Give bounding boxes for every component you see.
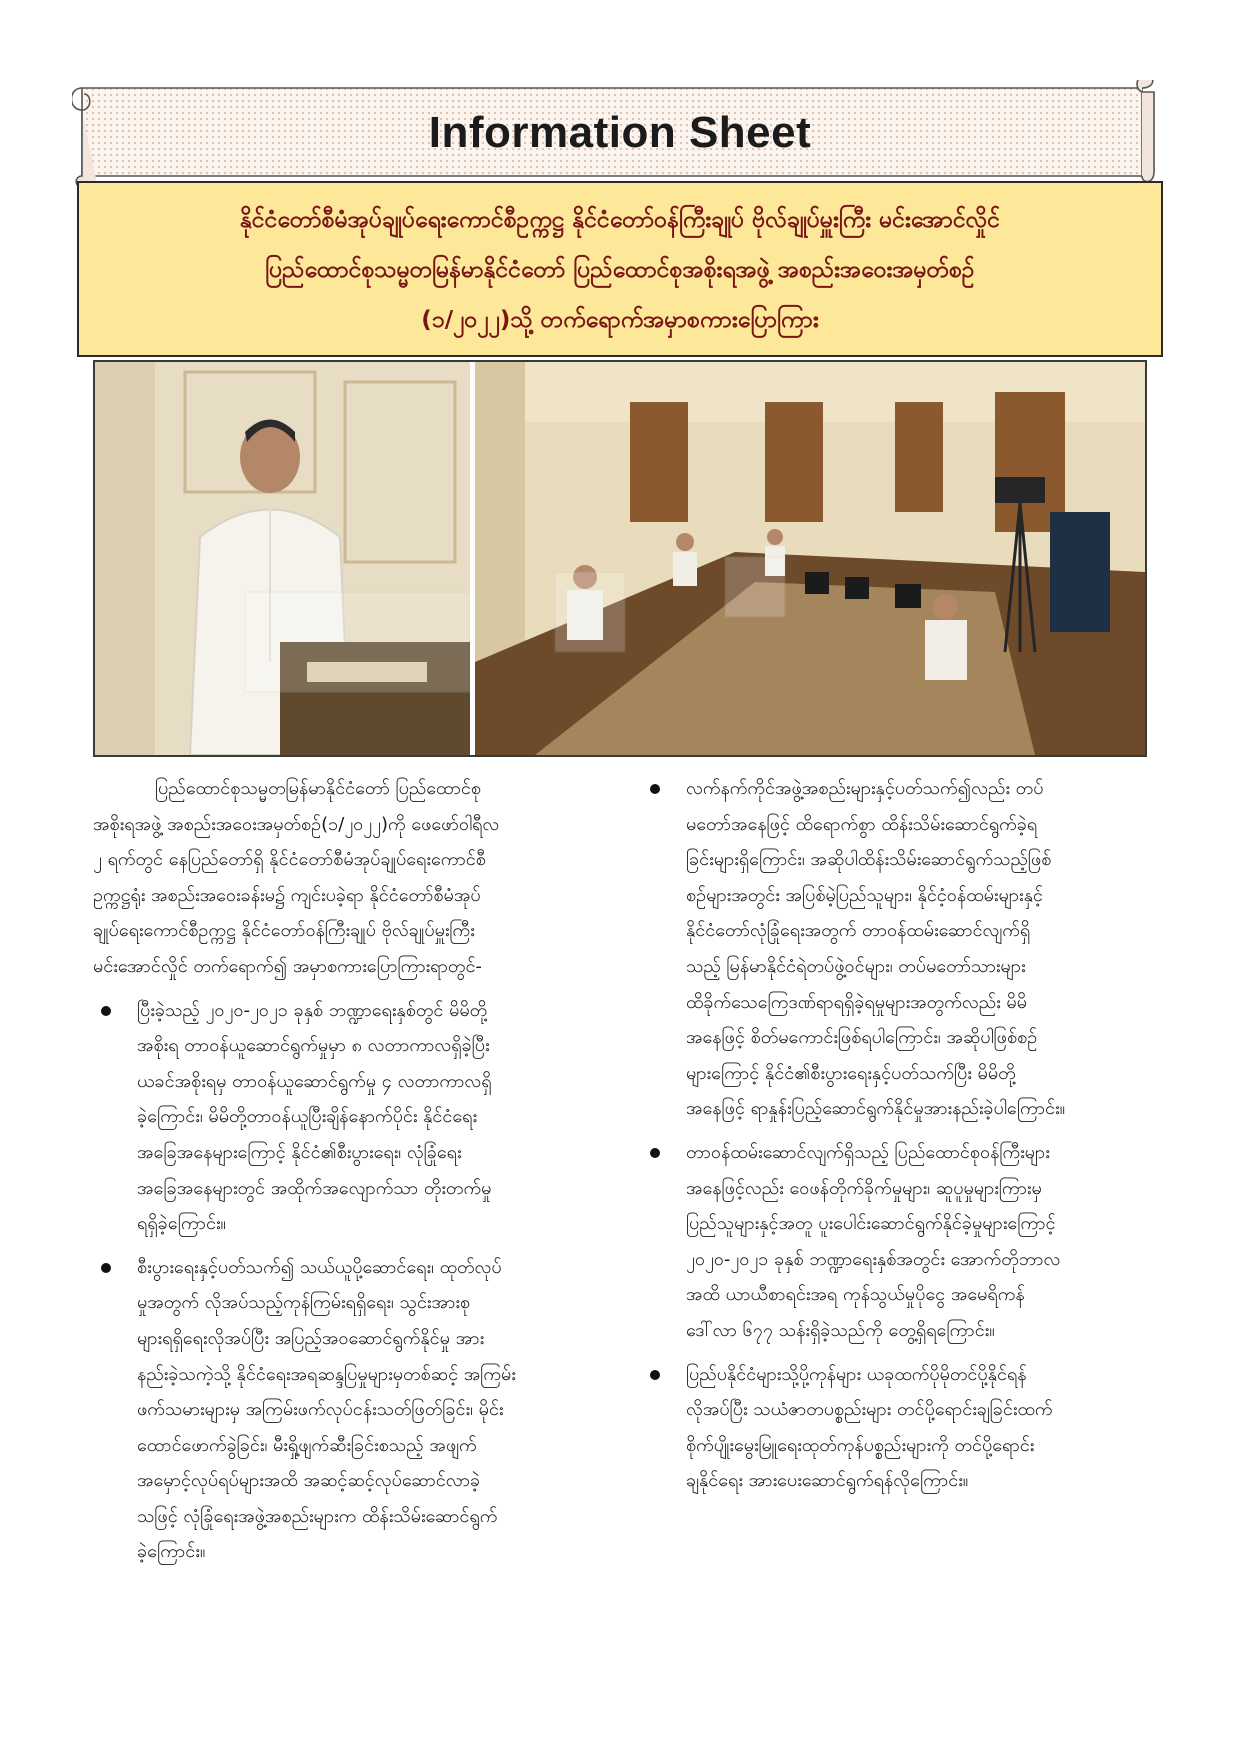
bullet-text-line: ၂၀၂၀-၂၀၂၁ ခုနှစ် ဘဏ္ဍာရေးနှစ်အတွင်း အောက်တိုဘာလ (686, 1248, 1061, 1270)
bullet-text-line: အနေဖြင့် စိတ်မကောင်းဖြစ်ရပါကြောင်း၊ အဆိုပါဖြစ်စဉ် (686, 1027, 1038, 1049)
bullet-text-line: အခြေအနေများတွင် အထိုက်အလျောက်သာ တိုးတက်မှု (137, 1177, 492, 1199)
bullet-text-line: လိုအပ်ပြီး သယံဇာတပစ္စည်းများ တင်ပို့ရောင်းချခြင်းထက် (686, 1399, 1053, 1421)
bullet-text-line: ပြည်ပနိုင်ငံများသို့ပို့ကုန်များ ယခုထက်ပိုမိုတင်ပို့နိုင်ရန် (686, 1363, 1027, 1385)
bullet-icon (650, 1370, 660, 1380)
intro-text-line: ဥက္ကဋ္ဌရုံး အစည်းအဝေးခန်းမ၌ ကျင်းပခဲ့ရာ နိုင်ငံတော်စီမံအုပ် (93, 884, 481, 906)
bullet-text-line: မှုအတွက် လိုအပ်သည့်ကုန်ကြမ်းရရှိရေး၊ သွင်းအားစု (137, 1292, 471, 1314)
bullet-icon (101, 1263, 111, 1273)
bullet-text-line: ထိခိုက်သေကြေဒဏ်ရာရရှိခဲ့ရမှုများအတွက်လည်း မိမိ (686, 991, 1027, 1013)
headline-box (77, 181, 1163, 357)
bullet-icon (650, 1148, 660, 1158)
page-title: Information Sheet (428, 108, 812, 157)
bullet-text-line: ခဲ့ကြောင်း။ (137, 1541, 206, 1563)
bullet-text-line: ထောင်ဖောက်ခွဲခြင်း၊ မီးရှို့ဖျက်ဆီးခြင်းစသည့် အဖျက် (137, 1434, 477, 1456)
bullet-icon (101, 1006, 111, 1016)
bullet-text-line: ယခင်အစိုးရမှ တာဝန်ယူဆောင်ရွက်မှု ၄ လတာကာလရှိ (137, 1070, 492, 1092)
bullet-text-line: အခြေအနေများကြောင့် နိုင်ငံ၏စီးပွားရေး၊ လုံခြုံရေး (137, 1141, 462, 1163)
headline-line: ပြည်ထောင်စုသမ္မတမြန်မာနိုင်ငံတော် ပြည်ထောင်စုအစိုးရအဖွဲ့ အစည်းအဝေးအမှတ်စဉ် (265, 257, 975, 283)
intro-text-line: မင်းအောင်လှိုင် တက်ရောက်၍ အမှာစကားပြောကြားရာတွင်- (93, 955, 482, 977)
bullet-text-line: များကြောင့် နိုင်ငံ၏စီးပွားရေးနှင့်ပတ်သက်ပြီး မိမိတို့ (686, 1062, 1016, 1084)
bullet-text-line: တာဝန်ထမ်းဆောင်လျက်ရှိသည့် ပြည်ထောင်စုဝန်ကြီးများ (686, 1141, 1050, 1163)
bullet-text-line: ခဲ့ကြောင်း၊ မိမိတို့တာဝန်ယူပြီးချိန်နောက်ပိုင်း နိုင်ငံရေး (137, 1106, 478, 1128)
headline-line: (၁/၂၀၂၂)သို့ တက်ရောက်အမှာစကားပြောကြား (421, 307, 819, 333)
bullet-icon (650, 784, 660, 794)
headline-line: နိုင်ငံတော်စီမံအုပ်ချုပ်ရေးကောင်စီဥက္ကဋ္ဌ နိုင်ငံတော်ဝန်ကြီးချုပ် ဗိုလ်ချုပ်မှူးကြီး မင်းအောင်လှိုင် (239, 207, 1001, 233)
bullet-text-line: စိုက်ပျိုးမွေးမြူရေးထုတ်ကုန်ပစ္စည်းများကို တင်ပို့ရောင်း (686, 1434, 1035, 1456)
intro-text-line: အစိုးရအဖွဲ့ အစည်းအဝေးအမှတ်စဉ်(၁/၂၀၂၂)ကို ဖေဖော်ဝါရီလ (93, 813, 500, 835)
bullet-text-line: နည်းခဲ့သကဲ့သို့ နိုင်ငံရေးအရဆန္ဒပြမှုများမှတစ်ဆင့် အကြမ်း (137, 1363, 516, 1385)
bullet-text-line: အနေဖြင့် ရာနှုန်းပြည့်ဆောင်ရွက်နိုင်မှုအားနည်းခဲ့ပါကြောင်း။ (686, 1098, 1066, 1120)
intro-text-line: ပြည်ထောင်စုသမ္မတမြန်မာနိုင်ငံတော် ပြည်ထောင်စု (155, 778, 481, 799)
intro-text-line: ၂ ရက်တွင် နေပြည်တော်ရှိ နိုင်ငံတော်စီမံအုပ်ချုပ်ရေးကောင်စီ (93, 849, 486, 871)
photo-strip (93, 360, 1147, 757)
bullet-text-line: အစိုးရ တာဝန်ယူဆောင်ရွက်မှုမှာ ၈ လတာကာလရှိခဲ့ပြီး (137, 1035, 490, 1057)
bullet-text-line: ပြီးခဲ့သည့် ၂၀၂၀-၂၀၂၁ ခုနှစ် ဘဏ္ဍာရေးနှစ်တွင် မိမိတို့ (137, 999, 488, 1021)
bullet-item (642, 1357, 1162, 1499)
bullet-text-line: မတော်အနေဖြင့် ထိရောက်စွာ ထိန်းသိမ်းဆောင်ရွက်ခဲ့ရ (686, 813, 1038, 835)
bullet-text-line: ရရှိခဲ့ကြောင်း။ (137, 1213, 226, 1235)
bullet-item (642, 771, 1162, 1127)
bullet-item (93, 1250, 618, 1570)
bullet-text-line: လက်နက်ကိုင်အဖွဲ့အစည်းများနှင့်ပတ်သက်၍လည်း တပ် (686, 778, 1044, 799)
speaker-photo (95, 362, 470, 755)
bullet-text-line: များရရှိရေးလိုအပ်ပြီး အပြည့်အဝဆောင်ရွက်နိုင်မှု အား (137, 1327, 485, 1349)
bullet-text-line: အထိ ယာယီစာရင်းအရ ကုန်သွယ်မှုပိုငွေ အမေရိကန် (686, 1284, 1025, 1306)
bullet-text-line: အနေဖြင့်လည်း ဝေဖန်တိုက်ခိုက်မှုများ၊ ဆူပူမှုများကြားမှ (686, 1177, 1042, 1199)
intro-text-line: ချုပ်ရေးကောင်စီဥက္ကဋ္ဌ နိုင်ငံတော်ဝန်ကြီးချုပ် ဗိုလ်ချုပ်မှူးကြီး (93, 920, 475, 942)
bullet-text-line: ဒေါ်လာ ၆၇၇ သန်းရှိခဲ့သည်ကို တွေ့ရှိရကြောင်း။ (686, 1319, 995, 1341)
bullet-text-line: သည့် မြန်မာနိုင်ငံရဲတပ်ဖွဲ့ဝင်များ၊ တပ်မတော်သားများ (686, 955, 1026, 977)
bullet-item (642, 1135, 1162, 1349)
bullet-text-line: စီးပွားရေးနှင့်ပတ်သက်၍ သယ်ယူပို့ဆောင်ရေး၊ ထုတ်လုပ် (137, 1256, 502, 1278)
bullet-text-line: ပြည်သူများနှင့်အတူ ပူးပေါင်းဆောင်ရွက်နိုင်ခဲ့မှုများကြောင့် (686, 1213, 1056, 1235)
bullet-text-line: ခြင်းများရှိကြောင်း၊ အဆိုပါထိန်းသိမ်းဆောင်ရွက်သည့်ဖြစ် (686, 849, 1052, 871)
right-column (642, 771, 1162, 1499)
bullet-item (93, 993, 618, 1242)
bullet-text-line: အမှောင့်လုပ်ရပ်များအထိ အဆင့်ဆင့်လုပ်ဆောင်လာခဲ့ (137, 1470, 481, 1492)
bullet-text-line: နိုင်ငံတော်လုံခြုံရေးအတွက် တာဝန်ထမ်းဆောင်လျက်ရှိ (686, 920, 1031, 942)
left-column (93, 771, 618, 1570)
bullet-text-line: စဉ်များအတွင်း အပြစ်မဲ့ပြည်သူများ၊ နိုင်ငံ့ဝန်ထမ်းများနှင့် (686, 884, 1043, 906)
title-banner (72, 80, 1168, 190)
meeting-hall-photo (475, 362, 1145, 755)
bullet-text-line: ချနိုင်ရေး အားပေးဆောင်ရွက်ရန်လိုကြောင်း။ (686, 1470, 969, 1492)
bullet-text-line: ဖက်သမားများမှ အကြမ်းဖက်လုပ်ငန်းသတ်ဖြတ်ခြင်း၊ မိုင်း (137, 1399, 504, 1421)
bullet-text-line: သဖြင့် လုံခြုံရေးအဖွဲ့အစည်းများက ထိန်းသိမ်းဆောင်ရွက် (137, 1505, 498, 1527)
